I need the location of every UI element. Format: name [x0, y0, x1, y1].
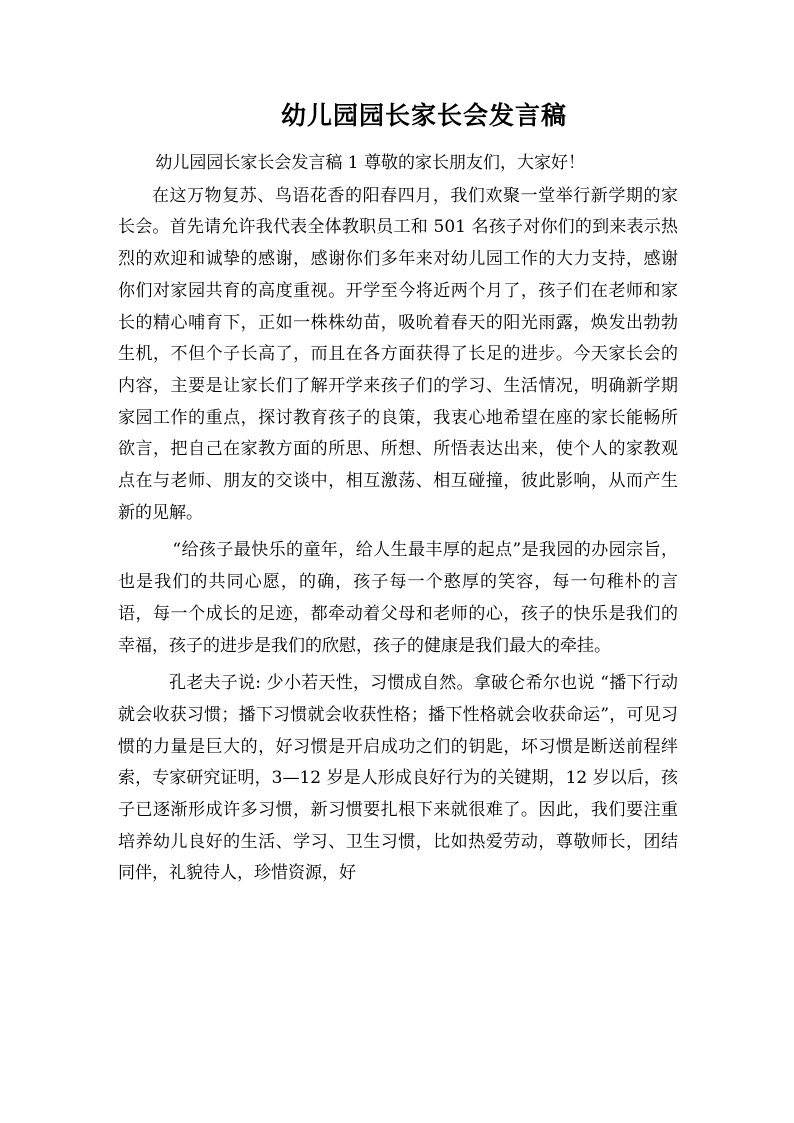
paragraph-habits: 孔老夫子说: 少小若天性，习惯成自然。拿破仑希尔也说 “播下行动就会收获习惯；播下习惯就会收获性格；播下性格就会收获命运”，可见习惯的力量是巨大的，好习惯是开启成功之们的钥匙，坏习惯是断送前程绊索，专家研究证明，3—12 岁是人形成良好行为的关键期，12 岁以后，孩子已逐渐形成许多习惯，新习惯要扎根下来就很难了。因此，我们要注重培养幼儿良好的生活、学习、卫生习惯，比如热爱劳动，尊敬师长，团结同伴，礼貌待人，珍惜资源，好 — [118, 673, 678, 884]
paragraph-mission: “给孩子最快乐的童年，给人生最丰厚的起点”是我园的办园宗旨，也是我们的共同心愿，的确，孩子每一个憨厚的笑容，每一句稚朴的言语，每一个成长的足迹，都牵动着父母和老师的心，孩子的快乐是我们的幸福，孩子的进步是我们的欣慰，孩子的健康是我们最大的牵挂。 — [118, 540, 678, 656]
paragraph-greeting: 幼儿园园长家长会发言稿 1 尊敬的家长朋友们，大家好！ — [155, 153, 586, 173]
paragraph-opening: 在这万物复苏、鸟语花香的阳春四月，我们欢聚一堂举行新学期的家长会。首先请允许我代表全体教职员工和 501 名孩子对你们的到来表示热烈的欢迎和诚挚的感谢，感谢你们多年来对幼儿园工作的大力支持，感谢你们对家园共育的高度重视。开学至今将近两个月了，孩子们在老师和家长的精心哺育下，正如一株株幼苗，吸吮着春天的阳光雨露，焕发出勃勃生机，不但个子长高了，而且在各方面获得了长足的进步。今天家长会的内容，主要是让家长们了解开学来孩子们的学习、生活情况，明确新学期家园工作的重点，探讨教育孩子的良策，我衷心地希望在座的家长能畅所欲言，把自己在家教方面的所思、所想、所悟表达出来，使个人的家教观点在与老师、朋友的交谈中，相互激荡、相互碰撞，彼此影响，从而产生新的见解。 — [118, 185, 678, 523]
document-title: 幼儿园园长家长会发言稿 — [280, 101, 567, 130]
document-body — [118, 148, 678, 890]
